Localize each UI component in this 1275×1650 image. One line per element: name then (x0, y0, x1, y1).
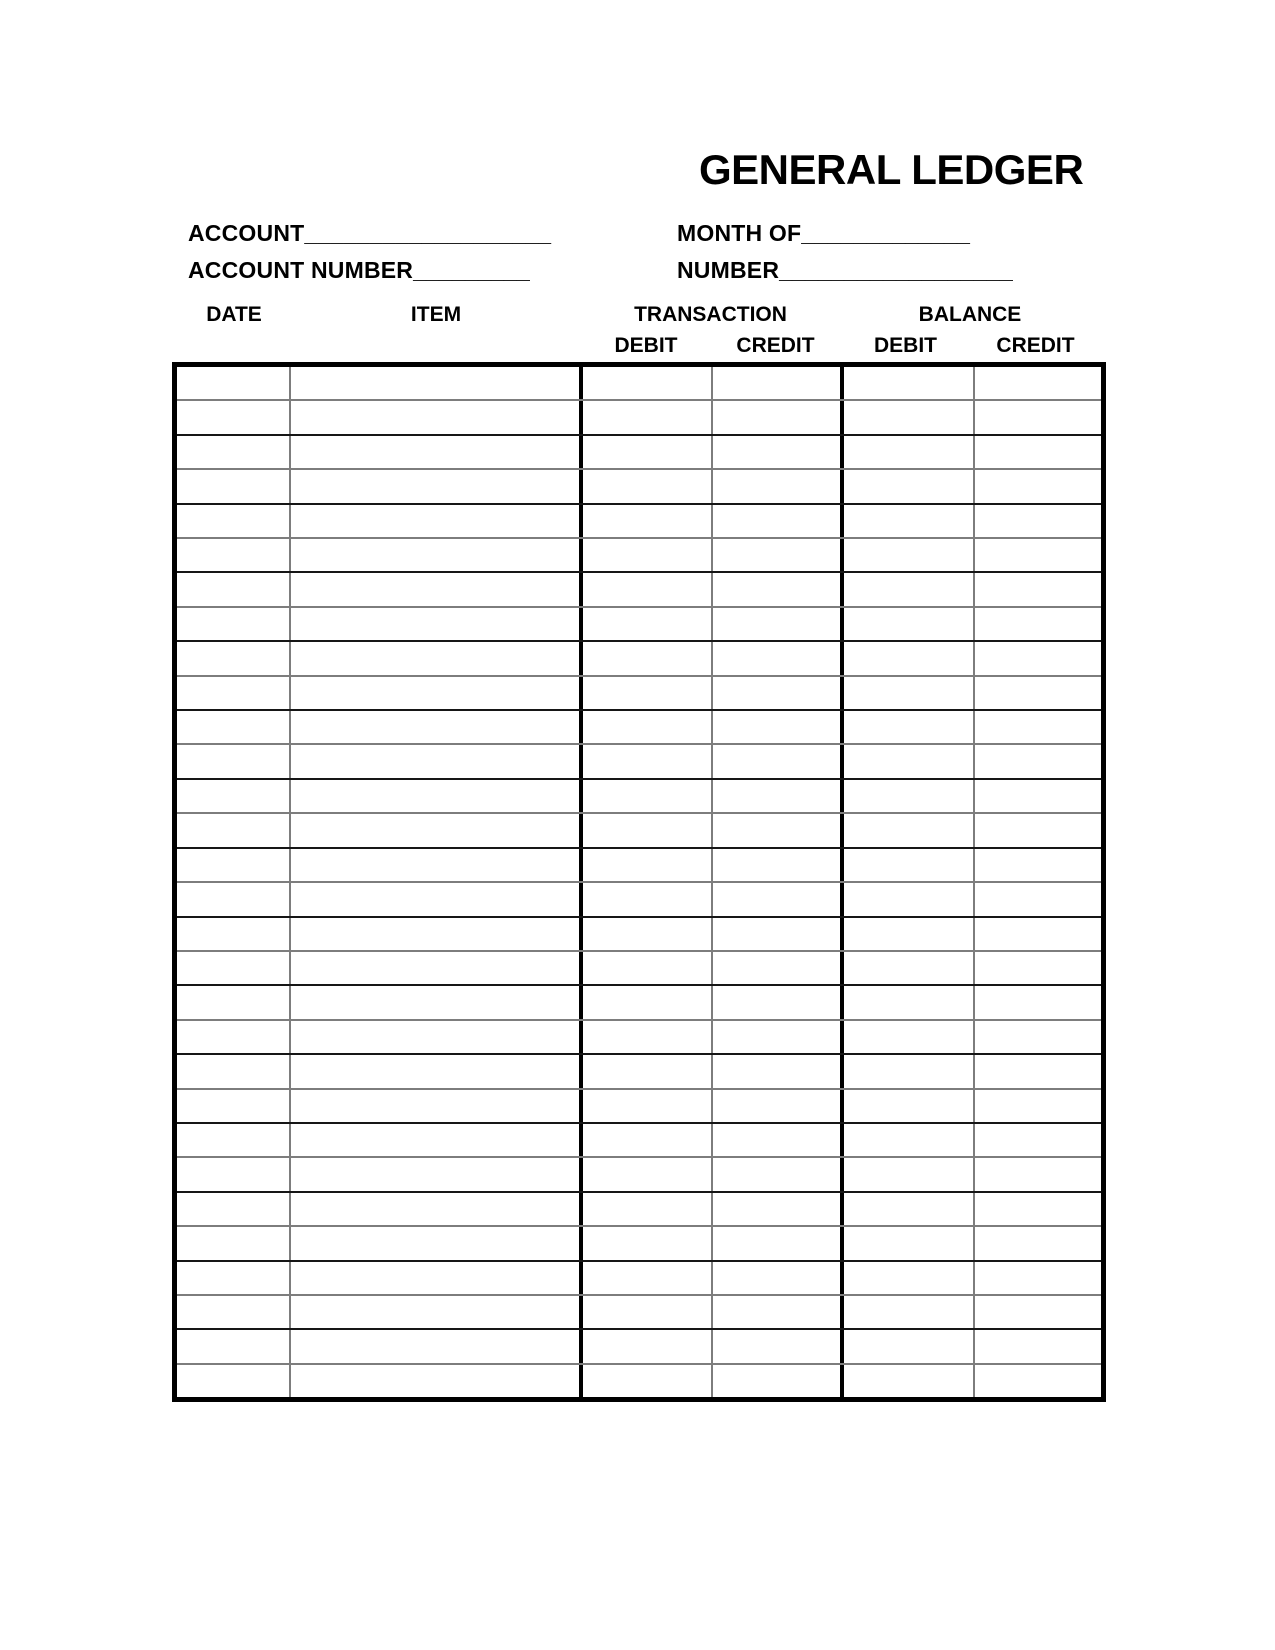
cell-item (291, 505, 583, 537)
cell-transaction-debit (583, 470, 713, 502)
cell-balance-credit (975, 849, 1101, 881)
cell-balance-debit (844, 470, 975, 502)
cell-balance-credit (975, 952, 1101, 984)
cell-date (177, 745, 291, 777)
cell-balance-credit (975, 470, 1101, 502)
cell-balance-debit (844, 367, 975, 399)
page-title: GENERAL LEDGER (699, 146, 1084, 193)
cell-transaction-debit (583, 711, 713, 743)
cell-transaction-credit (713, 401, 844, 433)
cell-balance-credit (975, 677, 1101, 709)
cell-transaction-credit (713, 1055, 844, 1087)
cell-date (177, 470, 291, 502)
cell-balance-credit (975, 986, 1101, 1018)
cell-balance-debit (844, 1227, 975, 1259)
cell-balance-debit (844, 814, 975, 846)
cell-balance-credit (975, 1296, 1101, 1328)
cell-balance-debit (844, 642, 975, 674)
cell-balance-debit (844, 401, 975, 433)
cell-item (291, 401, 583, 433)
ledger-row (177, 470, 1101, 504)
cell-transaction-credit (713, 814, 844, 846)
cell-item (291, 1296, 583, 1328)
cell-item (291, 1158, 583, 1190)
cell-transaction-credit (713, 918, 844, 950)
cell-balance-debit (844, 1365, 975, 1397)
cell-balance-debit (844, 849, 975, 881)
cell-balance-credit (975, 642, 1101, 674)
cell-item (291, 539, 583, 571)
cell-transaction-debit (583, 1227, 713, 1259)
ledger-row (177, 436, 1101, 470)
ledger-row (177, 849, 1101, 883)
cell-balance-debit (844, 1330, 975, 1362)
cell-balance-debit (844, 952, 975, 984)
cell-transaction-credit (713, 1090, 844, 1122)
cell-balance-debit (844, 1090, 975, 1122)
cell-date (177, 505, 291, 537)
cell-balance-debit (844, 1158, 975, 1190)
cell-balance-debit (844, 677, 975, 709)
ledger-row (177, 1193, 1101, 1227)
cell-transaction-debit (583, 849, 713, 881)
cell-item (291, 677, 583, 709)
cell-date (177, 539, 291, 571)
cell-balance-debit (844, 436, 975, 468)
cell-balance-credit (975, 1124, 1101, 1156)
cell-date (177, 1055, 291, 1087)
cell-balance-debit (844, 573, 975, 605)
cell-transaction-debit (583, 1193, 713, 1225)
cell-transaction-debit (583, 918, 713, 950)
cell-transaction-credit (713, 780, 844, 812)
cell-date (177, 1090, 291, 1122)
column-header-balance-credit: CREDIT (996, 334, 1075, 357)
cell-balance-credit (975, 1090, 1101, 1122)
cell-balance-credit (975, 814, 1101, 846)
cell-transaction-debit (583, 1055, 713, 1087)
cell-transaction-debit (583, 814, 713, 846)
cell-balance-debit (844, 883, 975, 915)
cell-date (177, 608, 291, 640)
account-field: ACCOUNT___________________ (188, 220, 552, 246)
cell-date (177, 642, 291, 674)
cell-date (177, 883, 291, 915)
cell-transaction-credit (713, 1227, 844, 1259)
cell-transaction-credit (713, 1021, 844, 1053)
cell-transaction-credit (713, 1124, 844, 1156)
cell-item (291, 1193, 583, 1225)
cell-balance-debit (844, 608, 975, 640)
month-of-field: MONTH OF_____________ (677, 220, 971, 246)
cell-transaction-credit (713, 1193, 844, 1225)
ledger-grid (172, 362, 1106, 1402)
ledger-row (177, 1090, 1101, 1124)
cell-date (177, 918, 291, 950)
cell-balance-credit (975, 367, 1101, 399)
cell-balance-credit (975, 883, 1101, 915)
ledger-row (177, 1365, 1101, 1397)
cell-balance-credit (975, 436, 1101, 468)
cell-date (177, 952, 291, 984)
group-header-balance: BALANCE (918, 303, 1022, 326)
cell-transaction-credit (713, 1296, 844, 1328)
cell-balance-credit (975, 573, 1101, 605)
cell-transaction-credit (713, 367, 844, 399)
cell-balance-debit (844, 1193, 975, 1225)
cell-transaction-credit (713, 573, 844, 605)
ledger-row (177, 1021, 1101, 1055)
cell-item (291, 436, 583, 468)
cell-balance-debit (844, 986, 975, 1018)
cell-balance-credit (975, 539, 1101, 571)
column-header-item: ITEM (410, 303, 462, 326)
ledger-row (177, 883, 1101, 917)
ledger-row (177, 1124, 1101, 1158)
cell-item (291, 986, 583, 1018)
account-number-field: ACCOUNT NUMBER_________ (188, 257, 531, 283)
cell-balance-debit (844, 780, 975, 812)
cell-date (177, 814, 291, 846)
cell-item (291, 642, 583, 674)
cell-transaction-credit (713, 505, 844, 537)
cell-transaction-debit (583, 1124, 713, 1156)
cell-item (291, 952, 583, 984)
cell-date (177, 401, 291, 433)
cell-item (291, 573, 583, 605)
cell-date (177, 1227, 291, 1259)
cell-transaction-debit (583, 1365, 713, 1397)
cell-date (177, 1365, 291, 1397)
cell-balance-credit (975, 711, 1101, 743)
cell-item (291, 1021, 583, 1053)
cell-item (291, 780, 583, 812)
cell-transaction-debit (583, 436, 713, 468)
cell-item (291, 1330, 583, 1362)
cell-date (177, 1158, 291, 1190)
cell-date (177, 367, 291, 399)
cell-date (177, 1193, 291, 1225)
cell-transaction-debit (583, 1090, 713, 1122)
cell-transaction-debit (583, 1158, 713, 1190)
cell-transaction-debit (583, 883, 713, 915)
cell-transaction-credit (713, 849, 844, 881)
cell-item (291, 849, 583, 881)
ledger-row (177, 1296, 1101, 1330)
cell-date (177, 1296, 291, 1328)
ledger-row (177, 677, 1101, 711)
cell-transaction-credit (713, 745, 844, 777)
cell-item (291, 1055, 583, 1087)
cell-transaction-debit (583, 539, 713, 571)
ledger-row (177, 814, 1101, 848)
cell-transaction-debit (583, 608, 713, 640)
ledger-row (177, 1227, 1101, 1261)
ledger-row (177, 573, 1101, 607)
cell-transaction-credit (713, 952, 844, 984)
cell-transaction-credit (713, 539, 844, 571)
cell-balance-credit (975, 745, 1101, 777)
cell-transaction-credit (713, 1158, 844, 1190)
ledger-row (177, 1158, 1101, 1192)
group-header-transaction: TRANSACTION (634, 303, 787, 326)
cell-balance-credit (975, 608, 1101, 640)
cell-transaction-debit (583, 677, 713, 709)
ledger-row (177, 780, 1101, 814)
cell-transaction-debit (583, 401, 713, 433)
cell-balance-credit (975, 1262, 1101, 1294)
ledger-row (177, 367, 1101, 401)
cell-date (177, 1330, 291, 1362)
cell-balance-credit (975, 505, 1101, 537)
column-header-balance-debit: DEBIT (874, 334, 937, 357)
cell-transaction-debit (583, 1262, 713, 1294)
ledger-row (177, 401, 1101, 435)
cell-transaction-debit (583, 642, 713, 674)
cell-balance-debit (844, 1021, 975, 1053)
cell-transaction-debit (583, 1330, 713, 1362)
cell-transaction-credit (713, 883, 844, 915)
cell-item (291, 918, 583, 950)
cell-item (291, 1227, 583, 1259)
cell-transaction-debit (583, 1021, 713, 1053)
cell-transaction-credit (713, 677, 844, 709)
cell-date (177, 780, 291, 812)
cell-balance-credit (975, 1365, 1101, 1397)
ledger-row (177, 1330, 1101, 1364)
cell-item (291, 1124, 583, 1156)
cell-transaction-credit (713, 470, 844, 502)
cell-transaction-debit (583, 1296, 713, 1328)
ledger-row (177, 952, 1101, 986)
column-header-transaction-credit: CREDIT (736, 334, 815, 357)
cell-balance-credit (975, 918, 1101, 950)
ledger-row (177, 539, 1101, 573)
cell-transaction-debit (583, 952, 713, 984)
cell-item (291, 608, 583, 640)
cell-transaction-debit (583, 573, 713, 605)
cell-item (291, 711, 583, 743)
cell-balance-debit (844, 539, 975, 571)
cell-balance-credit (975, 1158, 1101, 1190)
cell-balance-credit (975, 1193, 1101, 1225)
cell-balance-debit (844, 711, 975, 743)
column-header-transaction-debit: DEBIT (614, 334, 678, 357)
cell-transaction-credit (713, 1365, 844, 1397)
cell-balance-debit (844, 745, 975, 777)
cell-date (177, 1021, 291, 1053)
cell-balance-credit (975, 780, 1101, 812)
ledger-row (177, 608, 1101, 642)
cell-item (291, 470, 583, 502)
cell-transaction-debit (583, 367, 713, 399)
ledger-row (177, 1055, 1101, 1089)
cell-date (177, 1262, 291, 1294)
ledger-row (177, 918, 1101, 952)
cell-balance-debit (844, 505, 975, 537)
cell-transaction-credit (713, 711, 844, 743)
cell-balance-credit (975, 1021, 1101, 1053)
cell-date (177, 849, 291, 881)
cell-item (291, 367, 583, 399)
ledger-row (177, 711, 1101, 745)
ledger-row (177, 1262, 1101, 1296)
cell-balance-debit (844, 918, 975, 950)
ledger-row (177, 986, 1101, 1020)
ledger-row (177, 505, 1101, 539)
cell-date (177, 986, 291, 1018)
cell-date (177, 436, 291, 468)
cell-item (291, 814, 583, 846)
cell-transaction-debit (583, 780, 713, 812)
cell-balance-debit (844, 1296, 975, 1328)
cell-transaction-credit (713, 1330, 844, 1362)
cell-transaction-debit (583, 986, 713, 1018)
cell-date (177, 711, 291, 743)
cell-date (177, 1124, 291, 1156)
cell-item (291, 1262, 583, 1294)
ledger-row (177, 642, 1101, 676)
cell-balance-credit (975, 1227, 1101, 1259)
cell-balance-credit (975, 1055, 1101, 1087)
cell-transaction-credit (713, 608, 844, 640)
cell-item (291, 1365, 583, 1397)
ledger-row (177, 745, 1101, 779)
cell-transaction-credit (713, 642, 844, 674)
cell-transaction-debit (583, 505, 713, 537)
cell-balance-debit (844, 1124, 975, 1156)
cell-balance-credit (975, 401, 1101, 433)
cell-balance-credit (975, 1330, 1101, 1362)
cell-transaction-credit (713, 436, 844, 468)
cell-date (177, 573, 291, 605)
number-field: NUMBER__________________ (677, 257, 1013, 283)
cell-balance-debit (844, 1262, 975, 1294)
cell-item (291, 883, 583, 915)
cell-balance-debit (844, 1055, 975, 1087)
cell-transaction-credit (713, 986, 844, 1018)
cell-transaction-credit (713, 1262, 844, 1294)
cell-date (177, 677, 291, 709)
cell-item (291, 1090, 583, 1122)
cell-transaction-debit (583, 745, 713, 777)
column-header-date: DATE (206, 303, 262, 326)
cell-item (291, 745, 583, 777)
